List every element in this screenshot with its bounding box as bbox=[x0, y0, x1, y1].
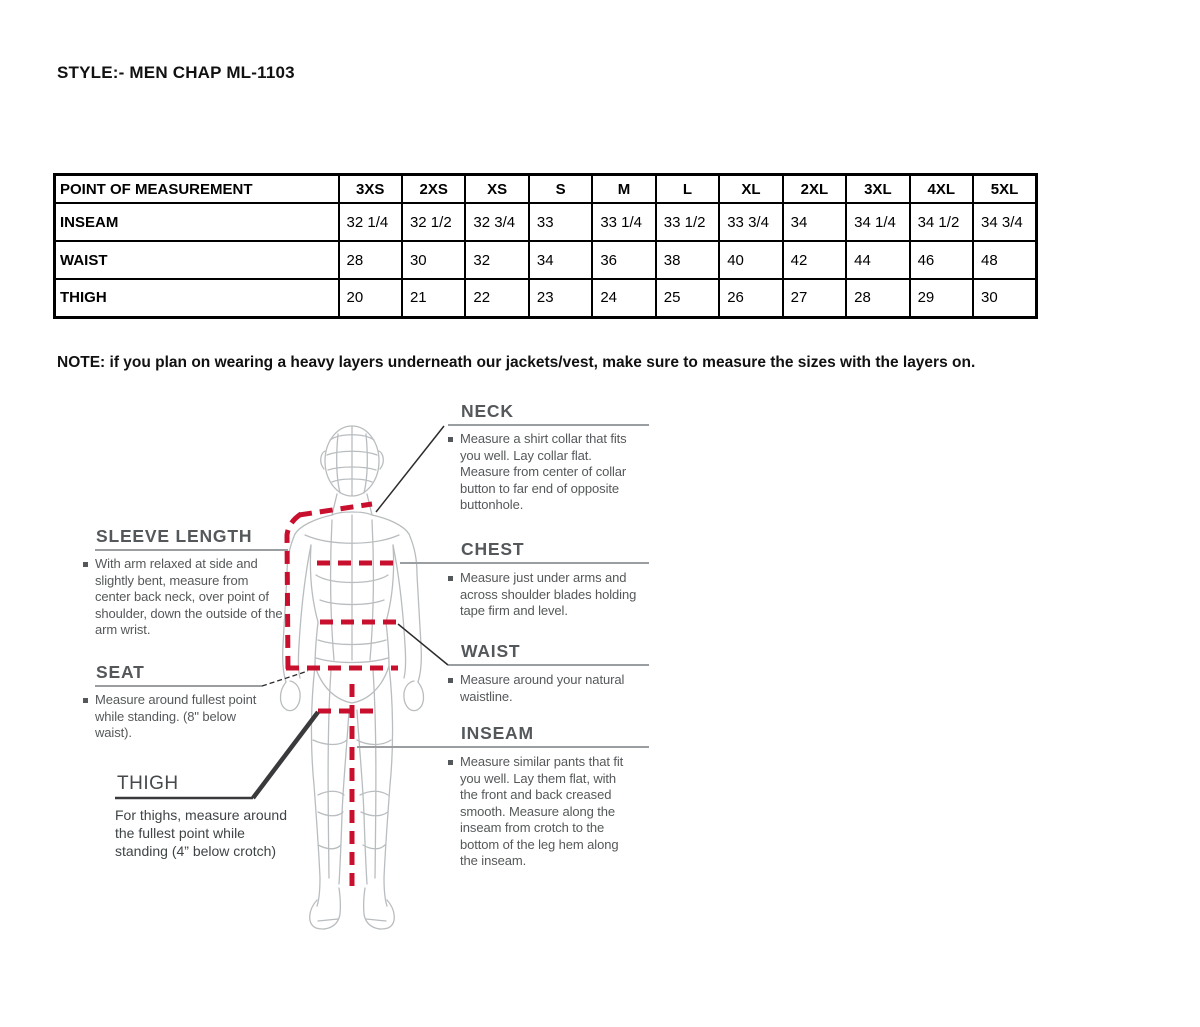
size-measurement-table bbox=[53, 173, 1038, 319]
diagram-label-chest: CHEST bbox=[461, 539, 525, 559]
bullet-square-icon bbox=[448, 678, 453, 683]
column-header-size: 4XL bbox=[910, 175, 973, 204]
diagram-desc-chest: Measure just under arms and across shoulder blades holding tape firm and level. bbox=[448, 570, 638, 620]
seat-leader-line bbox=[262, 671, 308, 686]
column-header-size: S bbox=[529, 175, 592, 204]
table-cell: 21 bbox=[402, 279, 465, 317]
sleeve-dash-line bbox=[287, 514, 301, 672]
column-header-size: L bbox=[656, 175, 719, 204]
table-cell: 33 3/4 bbox=[719, 203, 782, 241]
table-cell: 30 bbox=[973, 279, 1036, 317]
table-cell: 20 bbox=[339, 279, 402, 317]
table-cell: 46 bbox=[910, 241, 973, 279]
table-cell: 22 bbox=[465, 279, 528, 317]
table-cell: 36 bbox=[592, 241, 655, 279]
diagram-desc-neck: Measure a shirt collar that fits you well. Lay collar flat. Measure from center of collar button to far end of opposite buttonhole. bbox=[448, 431, 632, 514]
table-cell: 48 bbox=[973, 241, 1036, 279]
table-cell: 32 1/2 bbox=[402, 203, 465, 241]
column-header-point-of-measurement: POINT OF MEASUREMENT bbox=[55, 175, 339, 204]
diagram-label-thigh: THIGH bbox=[117, 773, 179, 794]
table-cell: 32 1/4 bbox=[339, 203, 402, 241]
bullet-square-icon bbox=[83, 562, 88, 567]
table-cell: 34 bbox=[529, 241, 592, 279]
column-header-size: XL bbox=[719, 175, 782, 204]
column-header-size: 5XL bbox=[973, 175, 1036, 204]
table-cell: 23 bbox=[529, 279, 592, 317]
column-header-size: 2XL bbox=[783, 175, 846, 204]
table-cell: 32 3/4 bbox=[465, 203, 528, 241]
table-cell: 44 bbox=[846, 241, 909, 279]
table-cell: 24 bbox=[592, 279, 655, 317]
diagram-desc-thigh: For thighs, measure around the fullest point while standing (4” below crotch) bbox=[115, 807, 287, 859]
table-cell: 34 1/2 bbox=[910, 203, 973, 241]
row-label: INSEAM bbox=[55, 203, 339, 241]
neck-leader-line bbox=[376, 426, 444, 512]
table-cell: 40 bbox=[719, 241, 782, 279]
bullet-square-icon bbox=[448, 576, 453, 581]
table-row-waist bbox=[55, 241, 1037, 279]
diagram-label-sleeve-length: SLEEVE LENGTH bbox=[96, 526, 253, 546]
bullet-square-icon bbox=[448, 760, 453, 765]
table-cell: 33 1/4 bbox=[592, 203, 655, 241]
table-cell: 29 bbox=[910, 279, 973, 317]
column-header-size: 3XL bbox=[846, 175, 909, 204]
table-cell: 38 bbox=[656, 241, 719, 279]
column-header-size: XS bbox=[465, 175, 528, 204]
mannequin-wireframe bbox=[280, 426, 423, 929]
note-text: NOTE: if you plan on wearing a heavy layers underneath our jackets/vest, make sure to measure the sizes with the layers on. bbox=[57, 354, 976, 371]
column-header-size: 3XS bbox=[339, 175, 402, 204]
table-cell: 28 bbox=[339, 241, 402, 279]
table-cell: 32 bbox=[465, 241, 528, 279]
diagram-label-seat: SEAT bbox=[96, 662, 145, 682]
table-cell: 34 bbox=[783, 203, 846, 241]
diagram-label-neck: NECK bbox=[461, 401, 514, 421]
table-row-thigh bbox=[55, 279, 1037, 317]
table-cell: 25 bbox=[656, 279, 719, 317]
diagram-desc-seat: Measure around fullest point while standing. (8" below waist). bbox=[83, 692, 273, 742]
table-row-inseam bbox=[55, 203, 1037, 241]
row-label: THIGH bbox=[55, 279, 339, 317]
table-cell: 42 bbox=[783, 241, 846, 279]
diagram-label-inseam: INSEAM bbox=[461, 723, 534, 743]
table-header-row bbox=[55, 175, 1037, 204]
table-cell: 34 1/4 bbox=[846, 203, 909, 241]
bullet-square-icon bbox=[83, 698, 88, 703]
table-cell: 27 bbox=[783, 279, 846, 317]
table-cell: 30 bbox=[402, 241, 465, 279]
measurement-dash-lines bbox=[286, 504, 400, 893]
page-title: STYLE:- MEN CHAP ML-1103 bbox=[57, 63, 295, 82]
diagram-desc-waist: Measure around your natural waistline. bbox=[448, 672, 632, 705]
diagram-label-waist: WAIST bbox=[461, 641, 521, 661]
table-cell: 33 bbox=[529, 203, 592, 241]
table-cell: 28 bbox=[846, 279, 909, 317]
table-cell: 34 3/4 bbox=[973, 203, 1036, 241]
bullet-square-icon bbox=[448, 437, 453, 442]
body-measurement-figure-svg bbox=[60, 385, 660, 945]
column-header-size: 2XS bbox=[402, 175, 465, 204]
label-rules bbox=[95, 425, 649, 747]
collar-dash-line bbox=[299, 504, 372, 515]
thigh-leader-line bbox=[253, 712, 318, 798]
column-header-size: M bbox=[592, 175, 655, 204]
leader-lines bbox=[115, 426, 448, 798]
waist-leader-line bbox=[398, 624, 448, 665]
diagram-desc-sleeve-length: With arm relaxed at side and slightly bent, measure from center back neck, over point of shoulder, down the outside of the arm wrist. bbox=[83, 556, 283, 639]
table-cell: 26 bbox=[719, 279, 782, 317]
row-label: WAIST bbox=[55, 241, 339, 279]
table-cell: 33 1/2 bbox=[656, 203, 719, 241]
diagram-desc-inseam: Measure similar pants that fit you well. Lay them flat, with the front and back creased smooth. Measure along the inseam from crotch to the bottom of the leg hem along the inseam. bbox=[448, 754, 636, 870]
